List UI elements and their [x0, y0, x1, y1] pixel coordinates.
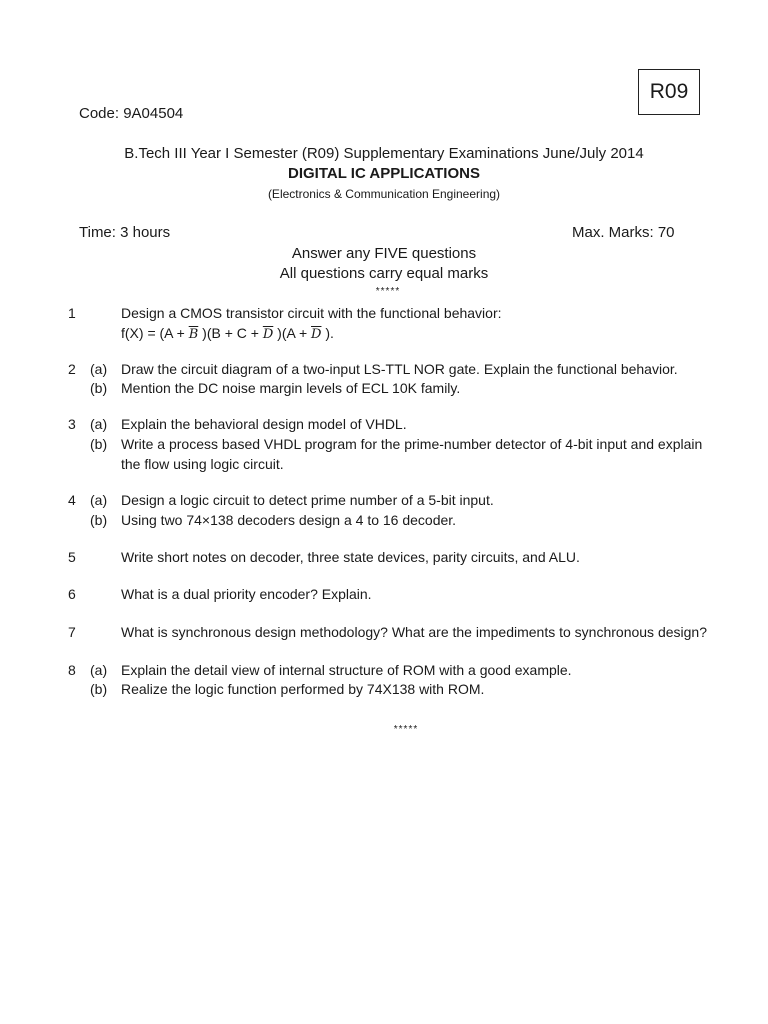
question-text: Explain the detail view of internal structure of ROM with a good example. [121, 662, 572, 678]
question-text: Realize the logic function performed by 74X138 with ROM. [121, 681, 485, 697]
part-label: (b) [90, 512, 108, 528]
question-text: Mention the DC noise margin levels of ECL 10K family. [121, 380, 461, 396]
part-label: (a) [90, 361, 108, 377]
overline-d: $\overline{D}$ [262, 327, 274, 342]
question-text-continued: the flow using logic circuit. [121, 456, 284, 472]
part-label: (b) [90, 436, 108, 452]
instruction-marks: All questions carry equal marks [279, 265, 489, 282]
department: (Electronics & Communication Engineering) [267, 187, 501, 201]
overline-b: $\overline{B}$ [188, 327, 199, 342]
question-text: What is a dual priority encoder? Explain. [121, 586, 372, 602]
part-label: (a) [90, 492, 108, 508]
part-label: (a) [90, 662, 108, 678]
regulation-box: R09 [638, 69, 700, 115]
part-label: (b) [90, 681, 108, 697]
part-label: (a) [90, 416, 108, 432]
question-text: Explain the behavioral design model of VHDL. [121, 416, 407, 432]
overline-d: $\overline{D}$ [311, 327, 322, 342]
question-number: 5 [68, 549, 76, 565]
question-number: 7 [68, 624, 76, 640]
subject-title: DIGITAL IC APPLICATIONS [288, 165, 480, 182]
question-text: What is synchronous design methodology? What are the impediments to synchronous design? [121, 624, 707, 640]
question-text: Using two 74×138 decoders design a 4 to 16 decoder. [121, 512, 457, 528]
question-text: Design a CMOS transistor circuit with the functional behavior: [121, 305, 502, 321]
question-text: Design a logic circuit to detect prime number of a 5-bit input. [121, 492, 494, 508]
instruction-answer: Answer any FIVE questions [291, 245, 477, 262]
question-text: Write a process based VHDL program for the prime-number detector of 4-bit input and explain [121, 436, 703, 452]
question-number: 8 [68, 662, 76, 678]
question-text: Draw the circuit diagram of a two-input LS-TTL NOR gate. Explain the functional behavior. [121, 361, 678, 377]
question-number: 1 [68, 305, 76, 321]
exam-code: Code: 9A04504 [79, 105, 184, 122]
question-number: 2 [68, 361, 76, 377]
question-formula: $f(X) = (A + \overline{B}$ )($B + C + \overline{D}$ )($A + \overline{D}$ ). [121, 325, 334, 342]
separator-top: ***** [375, 286, 401, 297]
exam-title: B.Tech III Year I Semester (R09) Supplementary Examinations June/July 2014 [124, 145, 644, 162]
exam-time: Time: 3 hours [79, 224, 171, 241]
question-number: 6 [68, 586, 76, 602]
max-marks: Max. Marks: 70 [572, 224, 675, 241]
question-text: Write short notes on decoder, three state devices, parity circuits, and ALU. [121, 549, 580, 565]
question-number: 4 [68, 492, 76, 508]
separator-bottom: ***** [393, 724, 419, 735]
part-label: (b) [90, 380, 108, 396]
question-number: 3 [68, 416, 76, 432]
